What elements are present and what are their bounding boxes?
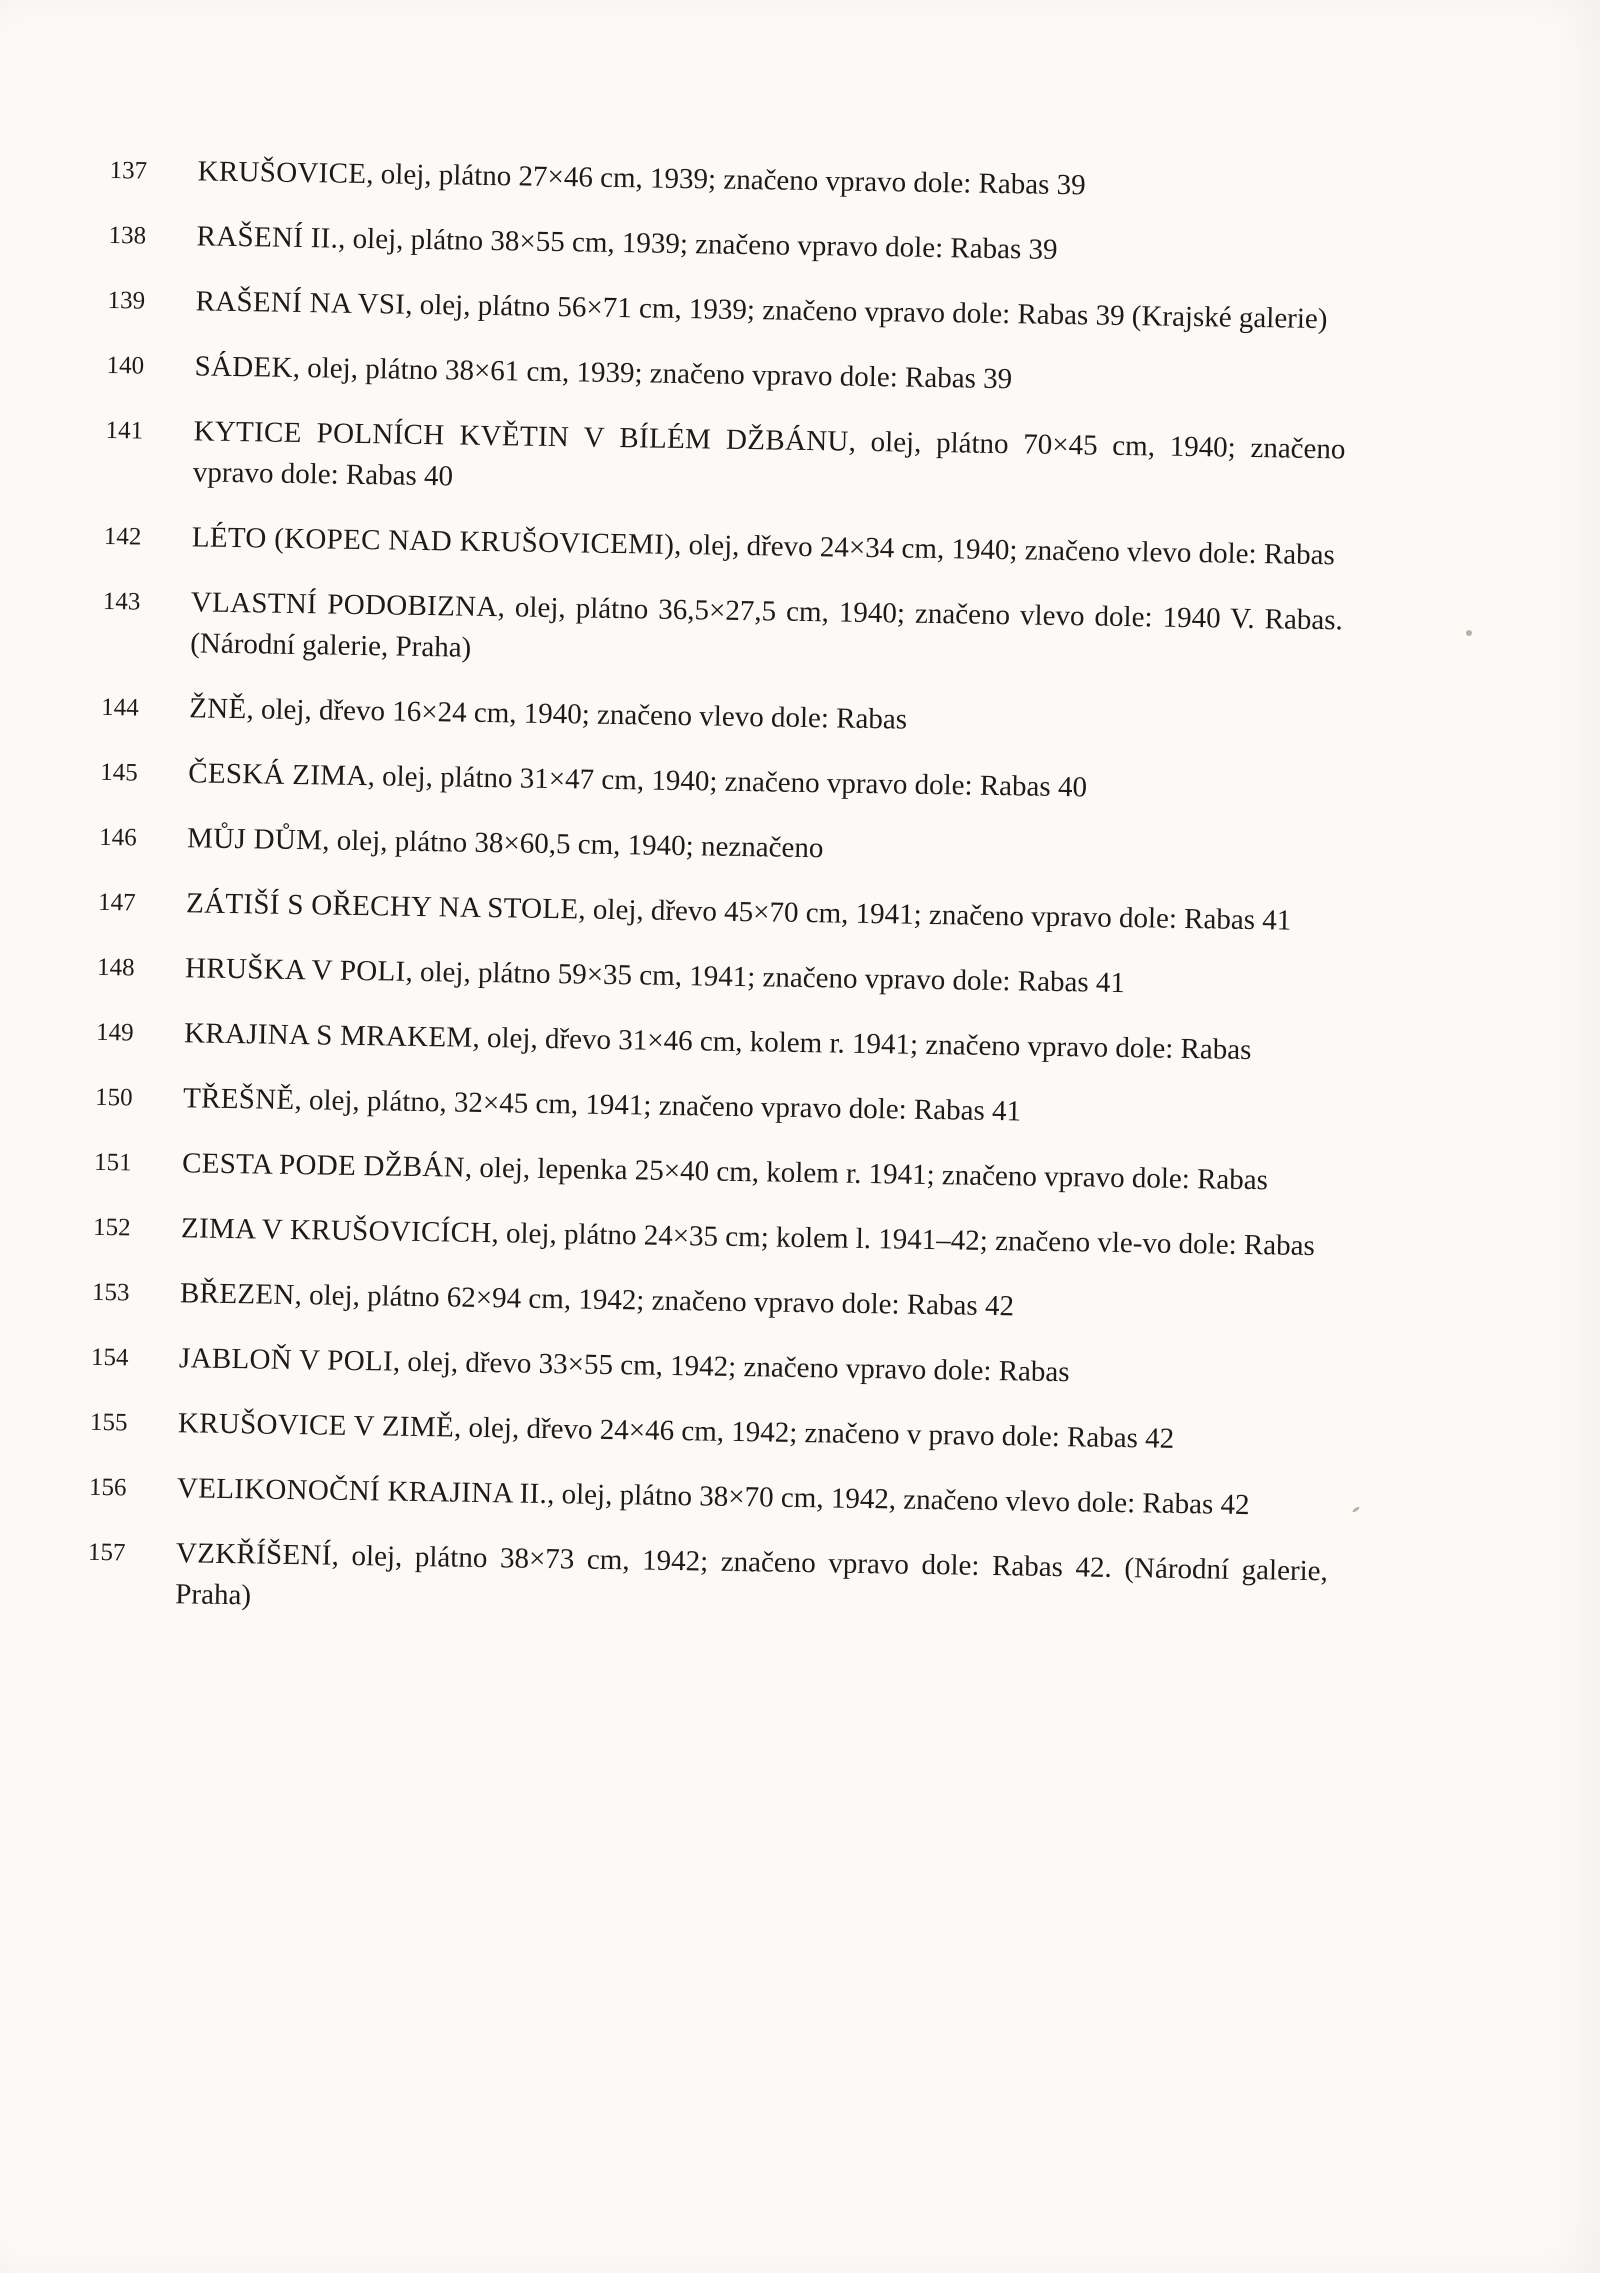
entry-text	[197, 151, 1350, 210]
entry-description: , olej, dřevo 24×34 cm, 1940; značeno vlevo dole: Rabas	[673, 528, 1336, 572]
entry-description: , olej, plátno 62×94 cm, 1942; značeno vpravo dole: Rabas 42	[294, 1279, 1015, 1323]
entry-text	[180, 1273, 1333, 1332]
catalog-entry	[101, 687, 1341, 747]
entry-title: CESTA PODE DŽBÁN	[181, 1147, 466, 1184]
entry-number: 140	[106, 351, 145, 380]
entry-title: ZÁTIŠÍ S OŘECHY NA STOLE	[185, 887, 579, 926]
entry-text	[177, 1468, 1330, 1527]
entry-text	[182, 1143, 1335, 1202]
entry-description: , olej, plátno 38×73 cm, 1942; značeno vpravo dole: Rabas 42. (Národní galerie, Praha)	[175, 1539, 1329, 1612]
entry-title: VELIKONOČNÍ KRAJINA II.	[176, 1472, 548, 1511]
paper-speck	[1352, 1506, 1360, 1513]
catalog-entry	[94, 1142, 1334, 1202]
entry-description: , olej, lepenka 25×40 cm, kolem r. 1941; značeno vpravo dole: Rabas	[464, 1151, 1269, 1197]
entry-description: , olej, dřevo 45×70 cm, 1941; značeno vpravo dole: Rabas 41	[578, 893, 1292, 937]
entry-description: , olej, plátno 31×47 cm, 1940; značeno vpravo dole: Rabas 40	[367, 760, 1088, 804]
entry-number: 137	[109, 156, 148, 185]
entry-description: , olej, plátno 70×45 cm, 1940; značeno vpravo dole: Rabas 40	[192, 425, 1346, 493]
catalog-entry	[109, 150, 1349, 210]
catalog-entry	[107, 280, 1347, 340]
entry-title: HRUŠKA V POLI	[184, 952, 406, 988]
entry-description: , olej, plátno 24×35 cm; kolem l. 1941–42; značeno vle-vo dole: Rabas	[491, 1217, 1316, 1263]
entry-number: 148	[96, 953, 135, 982]
entry-title: TŘEŠNĚ	[182, 1082, 295, 1117]
entry-title: RAŠENÍ II.	[196, 220, 339, 255]
entry-description: , olej, plátno 38×61 cm, 1939; značeno vpravo dole: Rabas 39	[292, 351, 1013, 396]
catalog-entry	[100, 752, 1340, 812]
entry-title: ZIMA V KRUŠOVICÍCH	[180, 1212, 492, 1250]
entry-title: ŽNĚ	[188, 692, 247, 726]
entry-text	[192, 517, 1345, 576]
entry-text	[194, 346, 1347, 405]
entry-description: , olej, plátno 36,5×27,5 cm, 1940; značeno vlevo dole: 1940 V. Rabas. (Národní galerie, Praha)	[190, 591, 1344, 664]
entry-number: 155	[89, 1408, 128, 1437]
entry-text	[196, 216, 1349, 275]
entry-text	[179, 1338, 1332, 1397]
entry-number: 139	[107, 286, 146, 315]
entry-title: SÁDEK	[194, 350, 294, 384]
entry-text	[193, 411, 1346, 511]
entry-description: , olej, plátno 59×35 cm, 1941; značeno vpravo dole: Rabas 41	[405, 955, 1126, 1000]
catalog-entry	[93, 1207, 1333, 1267]
entry-text	[186, 883, 1339, 942]
entry-number: 147	[97, 888, 136, 917]
entry-number: 156	[88, 1473, 127, 1502]
entry-title: RAŠENÍ NA VSI	[195, 285, 406, 321]
entry-number: 144	[101, 693, 139, 722]
entry-text	[189, 688, 1342, 747]
entry-description: , olej, dřevo 31×46 cm, kolem r. 1941; značeno vpravo dole: Rabas	[472, 1021, 1252, 1067]
entry-title: LÉTO (KOPEC NAD KRUŠOVICEMI)	[191, 521, 675, 561]
entry-title: BŘEZEN	[179, 1277, 295, 1312]
entry-number: 157	[87, 1538, 126, 1567]
catalog-entry	[96, 1012, 1336, 1072]
entry-number: 154	[90, 1343, 129, 1372]
entry-text	[195, 281, 1348, 340]
entry-description: , olej, plátno 38×70 cm, 1942, značeno vlevo dole: Rabas 42	[546, 1478, 1250, 1522]
catalog-entry	[106, 345, 1346, 405]
catalog-entry	[89, 1467, 1329, 1527]
entry-description: , olej, plátno 27×46 cm, 1939; značeno vpravo dole: Rabas 39	[366, 158, 1086, 202]
paper-speck	[1466, 630, 1472, 636]
catalog-entry	[104, 516, 1344, 576]
entry-number: 153	[91, 1278, 130, 1307]
entry-description: , olej, plátno 38×60,5 cm, 1940; neznačeno	[321, 824, 824, 865]
entry-title: KRUŠOVICE	[197, 155, 367, 191]
entry-text	[185, 948, 1338, 1007]
entry-title: VZKŘÍŠENÍ	[175, 1537, 332, 1572]
entry-text	[188, 753, 1341, 812]
catalog-entry	[98, 882, 1338, 942]
catalog-list	[87, 150, 1350, 1657]
entry-number: 149	[95, 1018, 134, 1047]
entry-title: KRAJINA S MRAKEM	[183, 1017, 473, 1054]
entry-number: 152	[92, 1213, 131, 1242]
entry-title: VLASTNÍ PODOBIZNA	[190, 586, 498, 624]
entry-title: JABLOŇ V POLI	[178, 1342, 394, 1378]
entry-text	[190, 582, 1343, 682]
catalog-entry	[90, 1402, 1330, 1462]
entry-number: 138	[108, 221, 147, 250]
entry-description: , olej, plátno 38×55 cm, 1939; značeno vpravo dole: Rabas 39	[337, 222, 1058, 266]
catalog-entry	[99, 817, 1339, 877]
entry-text	[183, 1078, 1336, 1137]
entry-description: , olej, plátno 56×71 cm, 1939; značeno vpravo dole: Rabas 39 (Krajské galerie)	[404, 288, 1328, 336]
entry-number: 143	[102, 587, 141, 616]
entry-text	[181, 1208, 1334, 1267]
entry-description: , olej, plátno, 32×45 cm, 1941; značeno vpravo dole: Rabas 41	[294, 1084, 1022, 1128]
entry-description: , olej, dřevo 24×46 cm, 1942; značeno v pravo dole: Rabas 42	[453, 1411, 1175, 1455]
entry-number: 146	[98, 823, 137, 852]
entry-number: 151	[93, 1148, 132, 1177]
catalog-entry	[102, 581, 1343, 682]
catalog-entry	[91, 1337, 1331, 1397]
entry-number: 150	[94, 1083, 133, 1112]
entry-text	[178, 1403, 1331, 1462]
entry-description: , olej, dřevo 16×24 cm, 1940; značeno vlevo dole: Rabas	[246, 693, 908, 736]
entry-title: ČESKÁ ZIMA	[187, 757, 368, 793]
entry-title: KRUŠOVICE V ZIMĚ	[177, 1407, 455, 1444]
catalog-entry	[97, 947, 1337, 1007]
catalog-entry	[92, 1272, 1332, 1332]
entry-number: 142	[103, 522, 142, 551]
catalog-entry	[108, 215, 1348, 275]
entry-title: KYTICE POLNÍCH KVĚTIN V BÍLÉM DŽBÁNU	[193, 415, 849, 458]
entry-text	[187, 818, 1340, 877]
catalog-entry	[95, 1077, 1335, 1137]
entry-text	[184, 1013, 1337, 1072]
entry-title: MŮJ DŮM	[186, 822, 323, 857]
entry-description: , olej, dřevo 33×55 cm, 1942; značeno vpravo dole: Rabas	[392, 1345, 1070, 1389]
entry-number: 145	[100, 758, 138, 787]
catalog-entry	[105, 410, 1346, 511]
entry-text	[175, 1533, 1328, 1633]
entry-number: 141	[105, 416, 144, 445]
catalog-entry	[87, 1532, 1328, 1633]
